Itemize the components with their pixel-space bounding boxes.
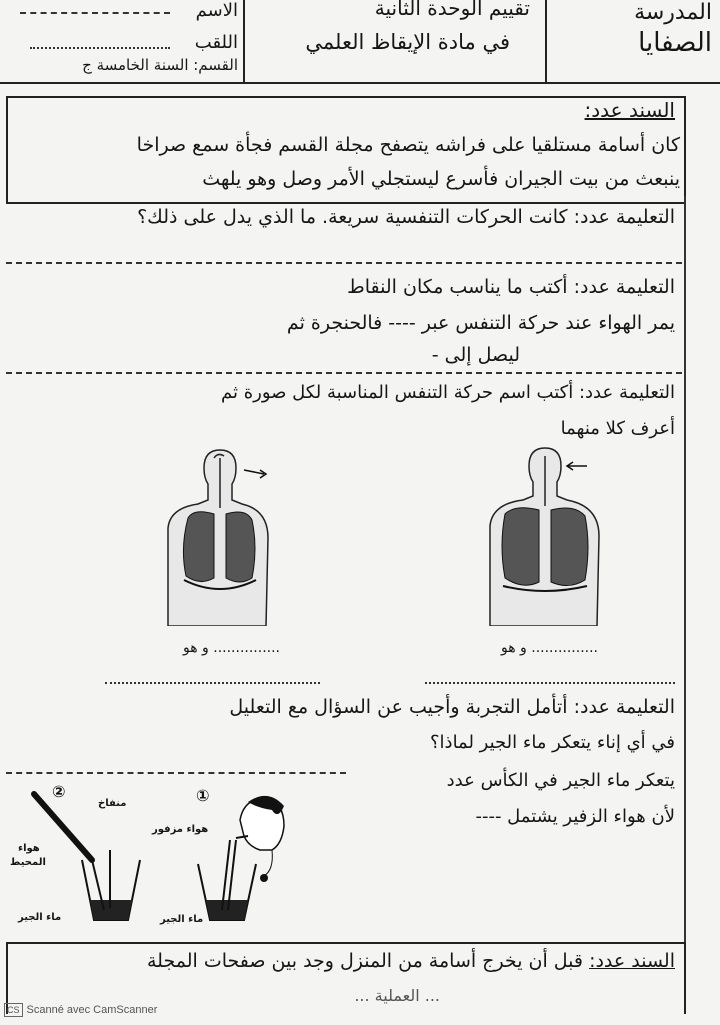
pump-label: منفاخ <box>98 798 127 809</box>
name-blank <box>20 12 170 14</box>
answer-line-q2 <box>6 372 682 374</box>
header-bottom-border <box>0 82 720 84</box>
question-3-line-2: أعرف كلا منهما <box>560 418 675 439</box>
support-1-title: السند عدد: <box>584 98 675 122</box>
ambient-air-label-2: المحيط <box>10 857 46 868</box>
respiration-figure-right <box>475 446 610 626</box>
question-4-answer-2: لأن هواء الزفير يشتمل ---- <box>475 806 675 827</box>
caption-left-line <box>105 682 320 684</box>
school-name: الصفايا <box>638 28 712 58</box>
question-1: التعليمة عدد: كانت الحركات التنفسية سريعة. ما الذي يدل على ذلك؟ <box>137 206 675 228</box>
experiment-number-1: ① <box>196 786 210 805</box>
respiration-figure-left <box>148 448 278 626</box>
surname-blank <box>30 47 170 49</box>
support-1-line-1: كان أسامة مستلقيا على فراشه يتصفح مجلة القسم فجأة سمع صراخا <box>136 134 680 156</box>
exhaled-air-label: هواء مزفور <box>152 824 209 835</box>
school-label: المدرسة <box>634 0 712 25</box>
question-4: التعليمة عدد: أتأمل التجربة وأجيب عن السؤال مع التعليل <box>229 696 675 718</box>
caption-left: ............... و هو <box>182 640 280 656</box>
question-3: التعليمة عدد: أكتب اسم حركة التنفس المناسبة لكل صورة ثم <box>221 382 675 403</box>
support-2-text: قبل أن يخرج أسامة من المنزل وجد بين صفحات المجلة <box>146 950 584 972</box>
support-1-line-2: ينبعث من بيت الجيران فأسرع ليستجلي الأمر وصل وهو يلهث <box>202 168 680 190</box>
limewater-label-right: ماء الجير <box>160 914 204 925</box>
limewater-label-left: ماء الجير <box>18 912 62 923</box>
margin-line <box>684 196 686 996</box>
camscanner-logo: CS <box>4 1003 23 1017</box>
unit-title: تقييم الوحدة الثانية <box>374 0 530 20</box>
question-2-line-1: يمر الهواء عند حركة التنفس عبر ---- فالحنجرة ثم <box>286 312 675 334</box>
question-2-line-2: ليصل إلى - <box>431 344 520 366</box>
limewater-experiment <box>8 780 308 930</box>
subject-title: في مادة الإيقاظ العلمي <box>305 30 510 54</box>
support-2-title: السند عدد: <box>589 950 675 972</box>
class-label: القسم: السنة الخامسة ج <box>82 56 238 74</box>
surname-label: اللقب <box>194 32 238 53</box>
support-2-line-2: ... العملية ... <box>354 986 440 1005</box>
answer-line-q1 <box>6 262 682 264</box>
question-4-answer-1: يتعكر ماء الجير في الكأس عدد <box>446 770 675 791</box>
question-4-question: في أي إناء يتعكر ماء الجير لماذا؟ <box>430 732 675 753</box>
name-label: الاسم <box>195 0 238 21</box>
caption-right: ............... و هو <box>500 640 598 656</box>
scanner-text: Scanné avec CamScanner <box>26 1004 158 1016</box>
support-2-line-1 <box>147 950 675 972</box>
question-2: التعليمة عدد: أكتب ما يناسب مكان النقاط <box>347 276 675 298</box>
scanner-footer <box>4 1003 157 1017</box>
caption-right-line <box>425 682 675 684</box>
experiment-number-2: ② <box>52 782 66 801</box>
header-divider-left <box>243 0 245 84</box>
header-divider-right <box>545 0 547 84</box>
ambient-air-label-1: هواء <box>18 843 40 854</box>
experiment-top-line <box>6 772 346 774</box>
